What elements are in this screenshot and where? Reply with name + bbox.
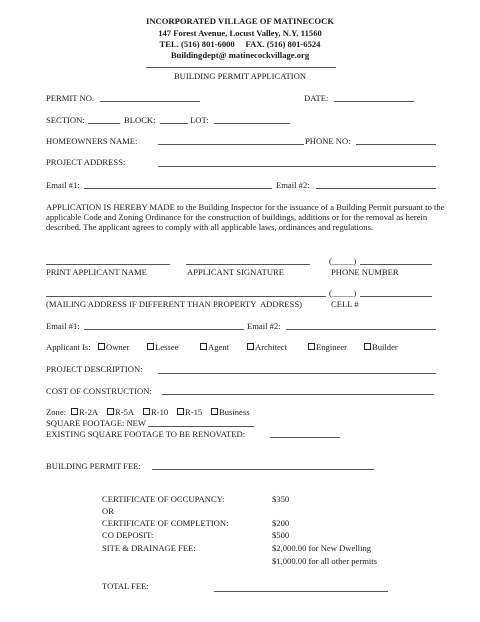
checkbox-icon[interactable] xyxy=(107,408,114,415)
co-value: $350 xyxy=(272,494,290,504)
checkbox-icon[interactable] xyxy=(211,408,218,415)
print-name-caption: PRINT APPLICANT NAME xyxy=(46,267,147,277)
phone-no-label: PHONE NO: xyxy=(305,136,351,146)
mailing-address-line[interactable] xyxy=(46,296,326,297)
lot-field[interactable] xyxy=(214,123,290,124)
existing-square-footage-field[interactable] xyxy=(270,437,340,438)
header-rule xyxy=(146,67,336,68)
checkbox-icon[interactable] xyxy=(308,343,315,350)
mailing-address-caption: (MAILING ADDRESS IF DIFFERENT THAN PROPERTY ADDRESS) xyxy=(46,299,302,309)
zone-r5a-option[interactable]: R-5A xyxy=(107,407,134,417)
lot-label: LOT: xyxy=(190,115,209,125)
email2-field-2[interactable] xyxy=(286,329,436,330)
zone-r10-option[interactable]: R-10 xyxy=(143,407,168,417)
phone-no-field[interactable] xyxy=(356,144,436,145)
block-field[interactable] xyxy=(160,123,188,124)
cell-paren: (_____) xyxy=(329,288,357,298)
applicant-agent-option[interactable]: Agent xyxy=(200,342,229,352)
checkbox-icon[interactable] xyxy=(71,408,78,415)
email1-label: Email #1: xyxy=(46,180,80,190)
signature-caption: APPLICANT SIGNATURE xyxy=(187,267,285,277)
building-permit-fee-label: BUILDING PERMIT FEE: xyxy=(46,461,141,471)
applicant-architect-option[interactable]: Architect xyxy=(247,342,287,352)
form-title: BUILDING PERMIT APPLICATION xyxy=(173,71,307,81)
building-permit-fee-field[interactable] xyxy=(152,469,374,470)
co-deposit-value: $500 xyxy=(272,530,290,540)
zone-label: Zone: xyxy=(46,407,67,417)
cell-line[interactable] xyxy=(360,296,432,297)
village-phones: TEL. (516) 801-6000 FAX. (516) 801-6524 xyxy=(159,39,321,49)
signature-line[interactable] xyxy=(186,264,310,265)
section-field[interactable] xyxy=(88,123,120,124)
block-label: BLOCK: xyxy=(124,115,156,125)
checkbox-icon[interactable] xyxy=(247,343,254,350)
checkbox-icon[interactable] xyxy=(177,408,184,415)
co-deposit-label: CO DEPOSIT: xyxy=(102,530,154,540)
checkbox-icon[interactable] xyxy=(200,343,207,350)
existing-square-footage-label: EXISTING SQUARE FOOTAGE TO BE RENOVATED: xyxy=(46,429,246,439)
square-footage-new-field[interactable] xyxy=(148,426,254,427)
cc-value: $200 xyxy=(272,518,290,528)
zone-r2a-option[interactable]: R-2A xyxy=(71,407,98,417)
date-label: DATE: xyxy=(304,93,329,103)
print-name-line[interactable] xyxy=(46,264,170,265)
section-label: SECTION: xyxy=(46,115,85,125)
village-address: 147 Forest Avenue, Locust Valley, N.Y. 11560 xyxy=(158,28,322,38)
cost-of-construction-label: COST OF CONSTRUCTION: xyxy=(46,386,152,396)
cost-of-construction-field[interactable] xyxy=(162,394,434,395)
phone-number-caption: PHONE NUMBER xyxy=(331,267,399,277)
zone-r15-option[interactable]: R-15 xyxy=(177,407,202,417)
project-address-field[interactable] xyxy=(158,166,436,167)
email1-field[interactable] xyxy=(84,188,272,189)
village-email: Buildingdept@ matinecockvillage.org xyxy=(170,50,310,60)
email2-label-2: Email #2: xyxy=(247,321,281,331)
site-drainage-label: SITE & DRAINAGE FEE: xyxy=(102,543,196,553)
checkbox-icon[interactable] xyxy=(98,343,105,350)
checkbox-icon[interactable] xyxy=(364,343,371,350)
total-fee-field[interactable] xyxy=(214,591,388,592)
applicant-owner-option[interactable]: Owner xyxy=(98,342,129,352)
application-statement: APPLICATION IS HEREBY MADE to the Building Inspector for the issuance of a Building Permit pursuant to the applicable Code and Zoning Ordinance for the construction of buildings, additions or for the removal as herein described. The applicant agrees to comply with all applicable laws, ordinances and regulations. xyxy=(46,202,445,232)
zone-business-option[interactable]: Business xyxy=(211,407,250,417)
total-fee-label: TOTAL FEE: xyxy=(102,581,149,591)
applicant-lessee-option[interactable]: Lessee xyxy=(147,342,178,352)
applicant-builder-option[interactable]: Builder xyxy=(364,342,398,352)
co-label: CERTIFICATE OF OCCUPANCY: xyxy=(102,494,225,504)
site-drainage-value-other: $1,000.00 for all other permits xyxy=(272,556,378,566)
email2-label: Email #2: xyxy=(276,180,310,190)
cc-label: CERTIFICATE OF COMPLETION: xyxy=(102,518,229,528)
village-name: INCORPORATED VILLAGE OF MATINECOCK xyxy=(145,16,335,26)
or-label: OR xyxy=(102,506,114,516)
checkbox-icon[interactable] xyxy=(147,343,154,350)
square-footage-new-label: SQUARE FOOTAGE: NEW xyxy=(46,418,147,428)
date-field[interactable] xyxy=(334,101,414,102)
project-description-label: PROJECT DESCRIPTION: xyxy=(46,364,143,374)
phone-number-line[interactable] xyxy=(360,264,432,265)
phone-paren: (_____) xyxy=(329,256,357,266)
applicant-engineer-option[interactable]: Engineer xyxy=(308,342,347,352)
applicant-is-label: Applicant Is: xyxy=(46,342,91,352)
project-description-field[interactable] xyxy=(158,373,436,374)
email2-field[interactable] xyxy=(316,188,436,189)
permit-no-label: PERMIT NO. xyxy=(46,93,95,103)
site-drainage-value-new: $2,000.00 for New Dwelling xyxy=(272,543,372,553)
project-address-label: PROJECT ADDRESS: xyxy=(46,157,126,167)
checkbox-icon[interactable] xyxy=(143,408,150,415)
homeowners-name-field[interactable] xyxy=(158,144,304,145)
email1-field-2[interactable] xyxy=(84,329,244,330)
permit-no-field[interactable] xyxy=(100,101,200,102)
cell-caption: CELL # xyxy=(331,299,359,309)
email1-label-2: Email #1: xyxy=(46,321,80,331)
homeowners-name-label: HOMEOWNERS NAME: xyxy=(46,136,138,146)
